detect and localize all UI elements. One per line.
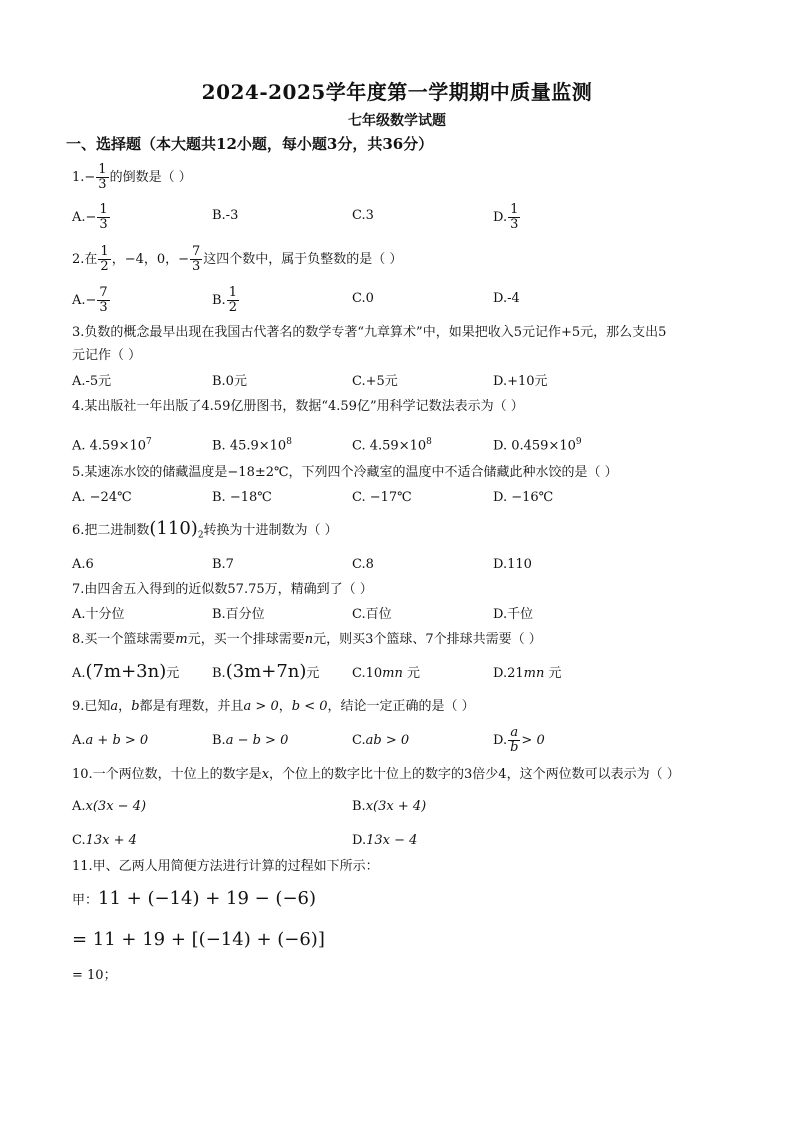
- question-10-option-d: D.13x − 4: [352, 833, 418, 848]
- section-heading: 一、选择题（本大题共12小题，每小题3分，共36分）: [66, 135, 434, 153]
- question-6-option-c: C.8: [352, 557, 374, 572]
- question-1-option-d: D. $\frac{1}{3}$: [493, 202, 519, 232]
- question-6-stem: 6.把二进制数$(110)_2$转换为十进制数为（ ）: [72, 518, 338, 541]
- question-8-option-b: B.(3m+7n)元: [212, 661, 320, 682]
- question-8-option-d: D.21mn 元: [493, 666, 562, 681]
- question-1-option-c: C.3: [352, 208, 374, 223]
- question-9-stem: 9.已知a，b都是有理数，并且a > 0，b < 0，结论一定正确的是（ ）: [72, 699, 475, 714]
- question-3-stem-line1: 3.负数的概念最早出现在我国古代著名的数学专著“九章算术”中，如果把收入5元记作+5元，那么支出5: [72, 325, 667, 340]
- question-3-option-a: A.-5元: [72, 374, 112, 389]
- question-9-option-d: D. $\frac{a}{b}$ > 0: [493, 725, 545, 755]
- question-8-stem: 8.买一个篮球需要m元，买一个排球需要n元，则买3个篮球、7个排球共需要（ ）: [72, 632, 542, 647]
- question-2-stem: 2.在 $\frac{1}{2}$ ，−4，0，− $\frac{7}{3}$ 这四个数中，属于负整数的是（ ）: [72, 244, 403, 274]
- question-3-option-d: D.+10元: [493, 374, 548, 389]
- question-2-option-a: A.− $\frac{7}{3}$: [72, 285, 108, 315]
- question-5-option-c: C. −17℃: [352, 490, 412, 505]
- question-8-option-a: A.(7m+3n)元: [72, 661, 180, 682]
- question-11-step-2: = 11 + 19 + [(−14) + (−6)]: [72, 929, 325, 950]
- question-2-option-d: D.-4: [493, 291, 520, 306]
- exam-title: 2024-2025学年度第一学期期中质量监测: [201, 80, 593, 104]
- exam-subtitle: 七年级数学试题: [348, 113, 446, 129]
- question-4-stem: 4.某出版社一年出版了4.59亿册图书，数据“4.59亿”用科学记数法表示为（ ）: [72, 399, 524, 414]
- question-10-stem: 10.一个两位数，十位上的数字是x，个位上的数字比十位上的数字的3倍少4，这个两位数可以表示为（ ）: [72, 767, 680, 782]
- question-8-option-c: C.10mn 元: [352, 666, 421, 681]
- question-7-option-c: C.百位: [352, 607, 392, 622]
- question-11-stem: 11.甲、乙两人用简便方法进行计算的过程如下所示：: [72, 859, 379, 874]
- question-4-option-b: B. $45.9\times 10^8$: [212, 437, 292, 454]
- question-1-option-b: B.-3: [212, 208, 239, 223]
- question-10-option-c: C.13x + 4: [72, 833, 137, 848]
- question-6-option-a: A.6: [72, 557, 94, 572]
- question-5-option-a: A. −24℃: [72, 490, 132, 505]
- question-3-option-b: B.0元: [212, 374, 247, 389]
- question-7-option-a: A.十分位: [72, 607, 125, 622]
- question-2-option-c: C.0: [352, 291, 374, 306]
- question-3-option-c: C.+5元: [352, 374, 398, 389]
- question-7-option-b: B.百分位: [212, 607, 265, 622]
- question-11-step-1: 甲：11 + (−14) + 19 − (−6): [72, 888, 317, 909]
- fraction: $\frac{1}{3}$: [98, 162, 107, 192]
- question-1-option-a: A.− $\frac{1}{3}$: [72, 202, 108, 232]
- question-7-stem: 7.由四舍五入得到的近似数57.75万，精确到了（ ）: [72, 582, 373, 597]
- question-2-option-b: B. $\frac{1}{2}$: [212, 285, 237, 315]
- question-11-step-3: = 10；: [72, 968, 117, 983]
- question-10-option-a: A.x(3x − 4): [72, 799, 147, 814]
- question-6-option-d: D.110: [493, 557, 532, 572]
- question-9-option-c: C.ab > 0: [352, 733, 410, 748]
- question-9-option-b: B.a − b > 0: [212, 733, 289, 748]
- question-10-option-b: B.x(3x + 4): [352, 799, 427, 814]
- question-5-option-b: B. −18℃: [212, 490, 272, 505]
- question-4-option-a: A. $4.59\times 10^7$: [72, 437, 152, 454]
- question-4-option-d: D. $0.459\times 10^9$: [493, 437, 582, 454]
- question-7-option-d: D.千位: [493, 607, 534, 622]
- question-6-option-b: B.7: [212, 557, 234, 572]
- question-5-stem: 5.某速冻水饺的储藏温度是−18±2℃，下列四个冷藏室的温度中不适合储藏此种水饺的是（ ）: [72, 465, 618, 480]
- question-3-stem-line2: 元记作（ ）: [72, 348, 142, 363]
- question-4-option-c: C. $4.59\times 10^8$: [352, 437, 432, 454]
- question-9-option-a: A.a + b > 0: [72, 733, 149, 748]
- question-5-option-d: D. −16℃: [493, 490, 554, 505]
- question-1-stem: 1.− $\frac{1}{3}$ 的倒数是（ ）: [72, 162, 192, 192]
